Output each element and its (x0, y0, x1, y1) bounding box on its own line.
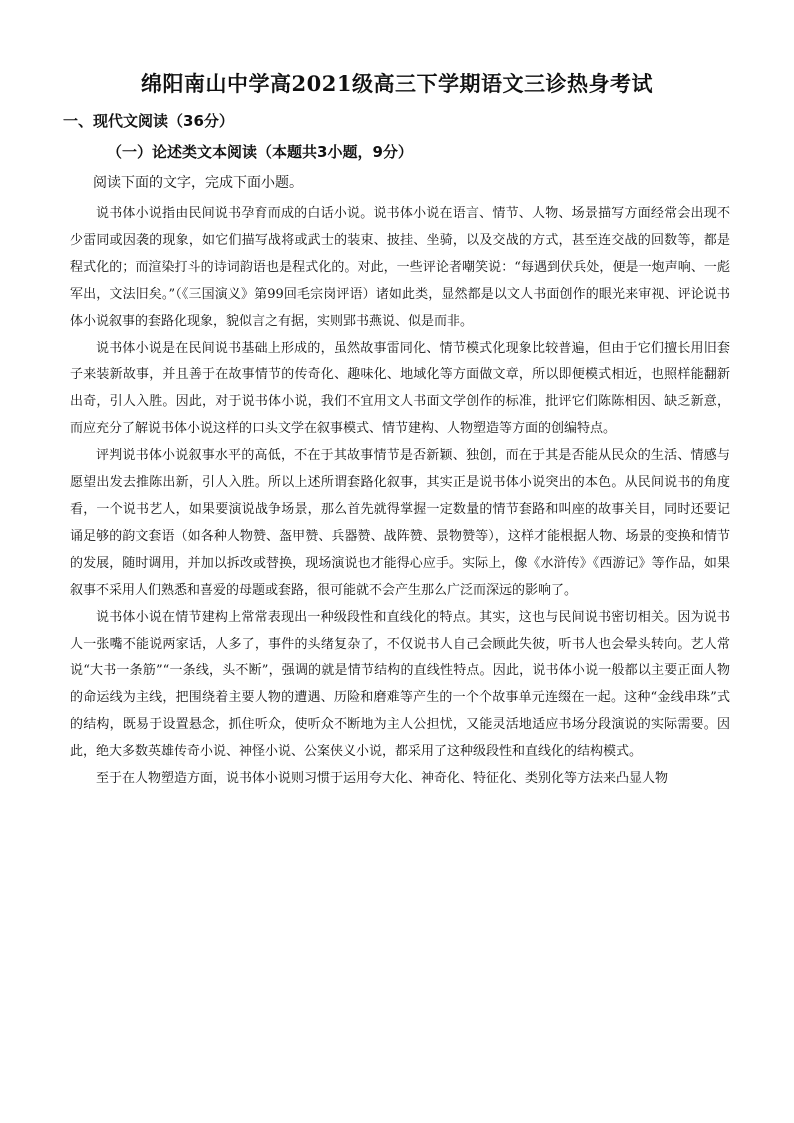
passage-paragraph-4: 说书体小说在情节建构上常常表现出一种级段性和直线化的特点。其实，这也与民间说书密切相关。因为说书人一张嘴不能说两家话，人多了，事件的头绪复杂了，不仅说书人自己会顾此失彼，听书人也会晕头转向。艺人常说“大书一条筋”“一条线，头不断”，强调的就是情节结构的直线性特点。因此，说书体小说一般都以主要正面人物的命运线为主线，把围绕着主要人物的遭遇、历险和磨难等产生的一个个故事单元连缀在一起。这种“金线串珠”式的结构，既易于设置悬念，抓住听众，使听众不断地为主人公担忧，又能灵活地适应书场分段演说的实际需要。因此，绝大多数英雄传奇小说、神怪小说、公案侠义小说，都采用了这种级段性和直线化的结构模式。 (70, 609, 730, 760)
passage-paragraph-5: 至于在人物塑造方面，说书体小说则习惯于运用夸大化、神奇化、特征化、类别化等方法来凸显人物 (96, 771, 669, 787)
passage-body (70, 201, 730, 793)
passage-paragraph-3: 评判说书体小说叙事水平的高低，不在于其故事情节是否新颖、独创，而在于其是否能从民众的生活、情感与愿望出发去推陈出新，引人入胜。所以上述所谓套路化叙事，其实正是说书体小说突出的本色。从民间说书的角度看，一个说书艺人，如果要演说战争场景，那么首先就得掌握一定数量的情节套路和叫座的故事关目，同时还要记诵足够的韵文套语（如各种人物赞、盔甲赞、兵器赞、战阵赞、景物赞等），这样才能根据人物、场景的变换和情节的发展，随时调用，并加以拆改或替换，现场演说也才能得心应手。实际上，像《水浒传》《西游记》等作品，如果叙事不采用人们熟悉和喜爱的母题或套路，很可能就不会产生那么广泛而深远的影响了。 (70, 448, 730, 598)
passage-paragraph-2: 说书体小说是在民间说书基础上形成的，虽然故事雷同化、情节模式化现象比较普遍，但由于它们擅长用旧套子来装新故事，并且善于在故事情节的传奇化、趣味化、地域化等方面做文章，所以即便模式相近，也照样能翻新出奇，引人入胜。因此，对于说书体小说，我们不宜用文人书面文学创作的标准，批评它们陈陈相因、缺乏新意，而应充分了解说书体小说这样的口头文学在叙事模式、情节建构、人物塑造等方面的创编特点。 (70, 340, 730, 437)
exam-title: 绵阳南山中学高2021级高三下学期语文三诊热身考试 (141, 71, 653, 96)
passage-paragraph-1: 说书体小说指由民间说书孕育而成的白话小说。说书体小说在语言、情节、人物、场景描写方面经常会出现不少雷同或因袭的现象，如它们描写战将或武士的装束、披挂、坐骑，以及交战的方式，甚至连交战的回数等，都是程式化的；而渲染打斗的诗词韵语也是程式化的。对此，一些评论者嘲笑说：“每遇到伏兵处，便是一炮声响、一彪军出，文法旧矣。”（《三国演义》第99回毛宗岗评语）诸如此类，显然都是以文人书面创作的眼光来审视、评论说书体小说叙事的套路化现象，貌似言之有据，实则郢书燕说、似是而非。 (70, 206, 730, 329)
section-heading: 一、现代文阅读（36分） (63, 112, 234, 130)
sub-section-heading: （一）论述类文本阅读（本题共3小题，9分） (107, 143, 413, 161)
reading-instruction: 阅读下面的文字，完成下面小题。 (93, 175, 303, 191)
